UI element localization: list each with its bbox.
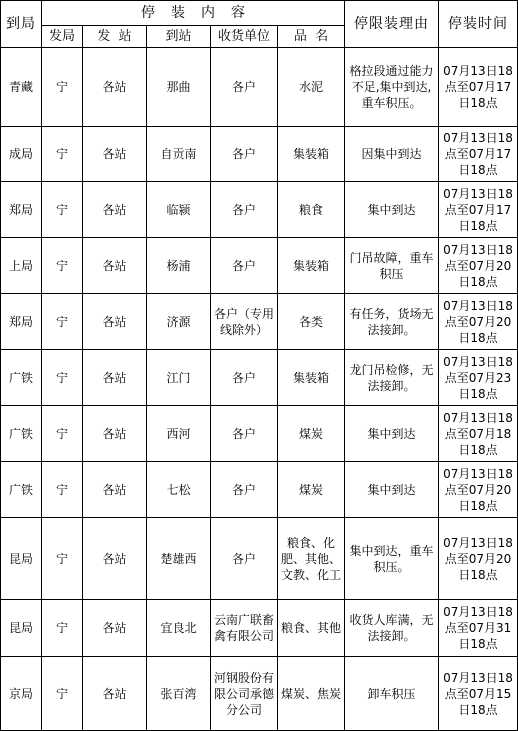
- cell-consignee: 各户: [211, 238, 278, 294]
- cell-from-station: 各站: [83, 294, 147, 350]
- cell-consignee: 各户: [211, 182, 278, 238]
- cell-reason: 门吊故障，重车积压: [345, 238, 439, 294]
- cell-from-station: 各站: [83, 182, 147, 238]
- group-title-char: 装: [171, 5, 186, 21]
- cell-reason: 收货人库满，无法接卸。: [345, 600, 439, 657]
- cell-to-bureau: 昆局: [1, 518, 42, 600]
- group-title-char: 停: [141, 5, 156, 21]
- table-row: [1, 600, 518, 657]
- header-from-station: 发 站: [83, 26, 147, 48]
- cell-to-station: 临颍: [147, 182, 211, 238]
- cell-reason: 集中到达: [345, 462, 439, 518]
- cell-from-bureau: 宁: [42, 182, 83, 238]
- cell-to-bureau: 上局: [1, 238, 42, 294]
- cell-to-station: 济源: [147, 294, 211, 350]
- cell-goods: 煤炭: [278, 462, 345, 518]
- cell-from-station: 各站: [83, 462, 147, 518]
- cell-time: 07月13日18点至07月18日18点: [439, 406, 518, 462]
- cell-goods: 煤炭: [278, 406, 345, 462]
- cell-to-station: 楚雄西: [147, 518, 211, 600]
- header-reason: 停限装理由: [345, 1, 439, 48]
- cell-from-bureau: 宁: [42, 462, 83, 518]
- header-time: 停装时间: [439, 1, 518, 48]
- cell-from-station: 各站: [83, 600, 147, 657]
- cell-to-bureau: 广铁: [1, 406, 42, 462]
- cell-goods: 粮食: [278, 182, 345, 238]
- cell-reason: 卸车积压: [345, 657, 439, 731]
- cell-to-station: 那曲: [147, 48, 211, 127]
- cell-reason: 集中到达: [345, 182, 439, 238]
- group-title-char: 内: [201, 5, 216, 21]
- cell-time: 07月13日18点至07月17日18点: [439, 127, 518, 182]
- table-row: [1, 182, 518, 238]
- table-row: [1, 462, 518, 518]
- cell-consignee: 各户: [211, 127, 278, 182]
- header-goods: 品 名: [278, 26, 345, 48]
- cell-to-station: 七松: [147, 462, 211, 518]
- cell-to-station: 杨浦: [147, 238, 211, 294]
- table-header: [1, 1, 518, 48]
- cell-time: 07月13日18点至07月17日18点: [439, 48, 518, 127]
- cell-to-bureau: 昆局: [1, 600, 42, 657]
- cell-goods: 煤炭、焦炭: [278, 657, 345, 731]
- table-row: [1, 294, 518, 350]
- cell-time: 07月13日18点至07月15日18点: [439, 657, 518, 731]
- cell-to-bureau: 成局: [1, 127, 42, 182]
- table-row: [1, 518, 518, 600]
- header-group-title: [42, 1, 345, 26]
- cell-from-bureau: 宁: [42, 600, 83, 657]
- cell-consignee: 各户: [211, 462, 278, 518]
- header-consignee: 收货单位: [211, 26, 278, 48]
- cell-time: 07月13日18点至07月20日18点: [439, 294, 518, 350]
- cell-from-bureau: 宁: [42, 48, 83, 127]
- cell-time: 07月13日18点至07月20日18点: [439, 238, 518, 294]
- cell-consignee: 各户: [211, 406, 278, 462]
- header-to-station: 到站: [147, 26, 211, 48]
- cell-from-bureau: 宁: [42, 406, 83, 462]
- table-row: [1, 657, 518, 731]
- cell-time: 07月13日18点至07月20日18点: [439, 462, 518, 518]
- cell-from-station: 各站: [83, 48, 147, 127]
- cell-consignee: 各户: [211, 518, 278, 600]
- group-title-char: 容: [231, 5, 246, 21]
- cell-from-bureau: 宁: [42, 127, 83, 182]
- cell-goods: 集装箱: [278, 127, 345, 182]
- cell-reason: 集中到达: [345, 406, 439, 462]
- cell-to-bureau: 青藏: [1, 48, 42, 127]
- header-to-bureau: 到局: [1, 1, 42, 48]
- cell-from-bureau: 宁: [42, 294, 83, 350]
- cell-from-bureau: 宁: [42, 350, 83, 406]
- table-row: [1, 406, 518, 462]
- cell-consignee: 云南广联畜禽有限公司: [211, 600, 278, 657]
- table-row: [1, 350, 518, 406]
- cell-consignee: 各户: [211, 350, 278, 406]
- cell-consignee: 河钢股份有限公司承德分公司: [211, 657, 278, 731]
- cell-reason: 龙门吊检修，无法接卸。: [345, 350, 439, 406]
- cell-time: 07月13日18点至07月17日18点: [439, 182, 518, 238]
- cell-to-bureau: 广铁: [1, 350, 42, 406]
- cell-goods: 集装箱: [278, 350, 345, 406]
- cell-from-station: 各站: [83, 350, 147, 406]
- table-row: [1, 127, 518, 182]
- cell-from-bureau: 宁: [42, 518, 83, 600]
- cell-from-bureau: 宁: [42, 238, 83, 294]
- cell-to-bureau: 广铁: [1, 462, 42, 518]
- cell-time: 07月13日18点至07月23日18点: [439, 350, 518, 406]
- cell-time: 07月13日18点至07月31日18点: [439, 600, 518, 657]
- cell-to-station: 张百湾: [147, 657, 211, 731]
- cell-to-station: 宜良北: [147, 600, 211, 657]
- cell-reason: 集中到达，重车积压。: [345, 518, 439, 600]
- header-from-bureau: 发局: [42, 26, 83, 48]
- cell-from-bureau: 宁: [42, 657, 83, 731]
- cell-to-station: 江门: [147, 350, 211, 406]
- cell-from-station: 各站: [83, 238, 147, 294]
- cell-goods: 水泥: [278, 48, 345, 127]
- table-row: [1, 48, 518, 127]
- table-row: [1, 238, 518, 294]
- cell-to-bureau: 京局: [1, 657, 42, 731]
- cell-from-station: 各站: [83, 657, 147, 731]
- cell-to-bureau: 郑局: [1, 182, 42, 238]
- cell-consignee: 各户（专用线除外）: [211, 294, 278, 350]
- cell-from-station: 各站: [83, 127, 147, 182]
- cell-to-station: 西河: [147, 406, 211, 462]
- cell-goods: 各类: [278, 294, 345, 350]
- cell-reason: 因集中到达: [345, 127, 439, 182]
- cell-goods: 集装箱: [278, 238, 345, 294]
- cell-goods: 粮食、化肥、其他、文教、化工: [278, 518, 345, 600]
- cell-from-station: 各站: [83, 518, 147, 600]
- cell-to-station: 自贡南: [147, 127, 211, 182]
- cell-consignee: 各户: [211, 48, 278, 127]
- cell-from-station: 各站: [83, 406, 147, 462]
- cell-to-bureau: 郑局: [1, 294, 42, 350]
- cell-goods: 粮食、其他: [278, 600, 345, 657]
- cell-reason: 格拉段通过能力不足,集中到达,重车积压。: [345, 48, 439, 127]
- table-body: [1, 48, 518, 731]
- cell-reason: 有任务，货场无法接卸。: [345, 294, 439, 350]
- cell-time: 07月13日18点至07月20日18点: [439, 518, 518, 600]
